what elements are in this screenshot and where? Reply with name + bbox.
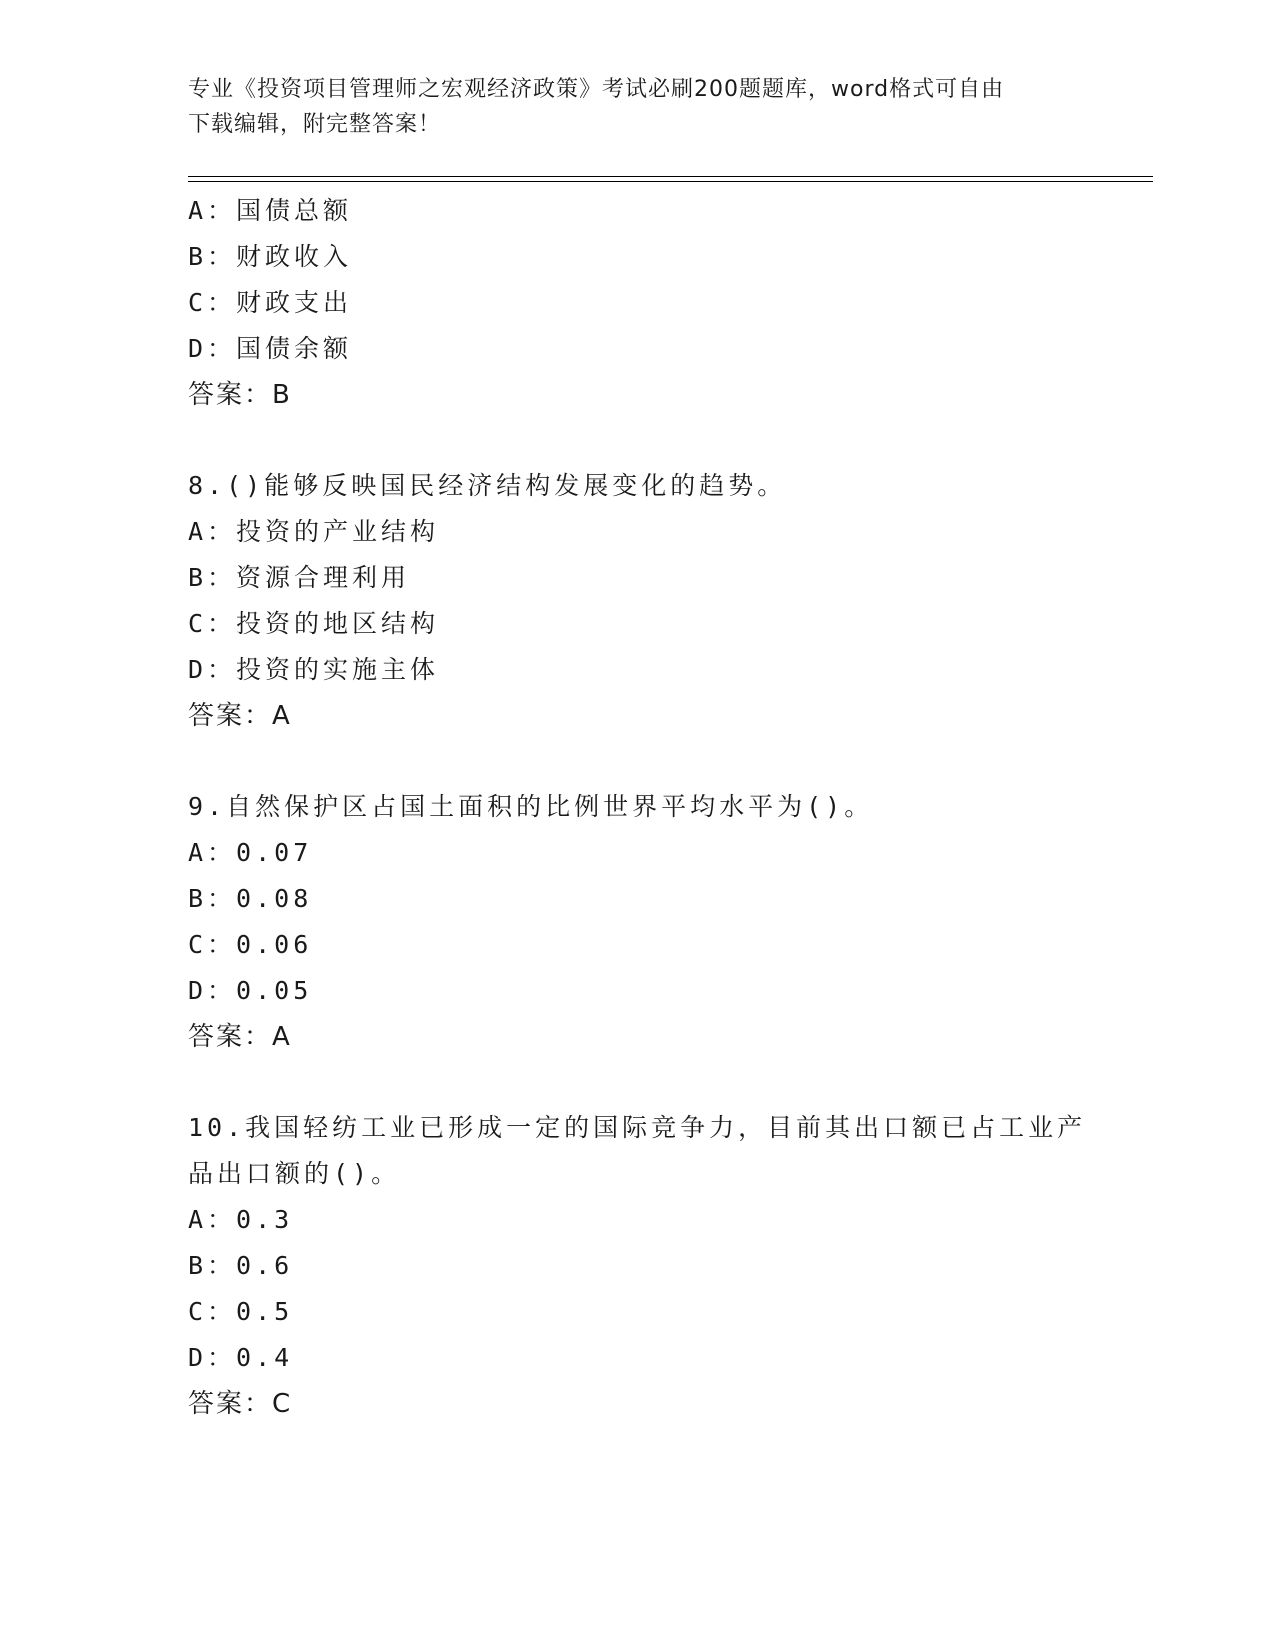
option-c: C：财政支出	[188, 288, 353, 317]
answer-line: 答案：B	[188, 380, 292, 410]
question-8	[188, 463, 1088, 739]
option-b: B：财政收入	[188, 242, 353, 271]
header-rule-top	[188, 176, 1153, 177]
question-10	[188, 1105, 1088, 1427]
answer-line: 答案：C	[188, 1389, 293, 1419]
option-d: D：0.4	[188, 1343, 294, 1372]
option-c: C：0.06	[188, 930, 313, 959]
option-d: D：投资的实施主体	[188, 655, 440, 684]
header-rule-bottom	[188, 181, 1153, 182]
option-c: C：投资的地区结构	[188, 609, 440, 638]
question-9	[188, 784, 1088, 1060]
header-line-2: 下载编辑，附完整答案！	[188, 112, 442, 137]
question-7	[188, 188, 1088, 418]
option-d: D：0.05	[188, 976, 313, 1005]
header-line-1: 专业《投资项目管理师之宏观经济政策》考试必刷200题题库，word格式可自由	[188, 77, 1005, 102]
question-stem: 9.自然保护区占国土面积的比例世界平均水平为()。	[188, 792, 874, 821]
document-header	[188, 72, 1088, 142]
option-a: A：国债总额	[188, 196, 353, 225]
option-c: C：0.5	[188, 1297, 294, 1326]
question-stem-line-2: 品出口额的()。	[188, 1159, 401, 1188]
question-list	[188, 188, 1088, 1427]
option-a: A：0.3	[188, 1205, 294, 1234]
option-b: B：0.08	[188, 884, 313, 913]
question-stem: 8.()能够反映国民经济结构发展变化的趋势。	[188, 471, 787, 500]
option-a: A：投资的产业结构	[188, 517, 440, 546]
answer-line: 答案：A	[188, 701, 292, 731]
question-stem-line-1: 10.我国轻纺工业已形成一定的国际竞争力，目前其出口额已占工业产	[188, 1113, 1087, 1142]
option-a: A：0.07	[188, 838, 313, 867]
option-b: B：资源合理利用	[188, 563, 411, 592]
option-b: B：0.6	[188, 1251, 294, 1280]
option-d: D：国债余额	[188, 334, 353, 363]
answer-line: 答案：A	[188, 1022, 292, 1052]
